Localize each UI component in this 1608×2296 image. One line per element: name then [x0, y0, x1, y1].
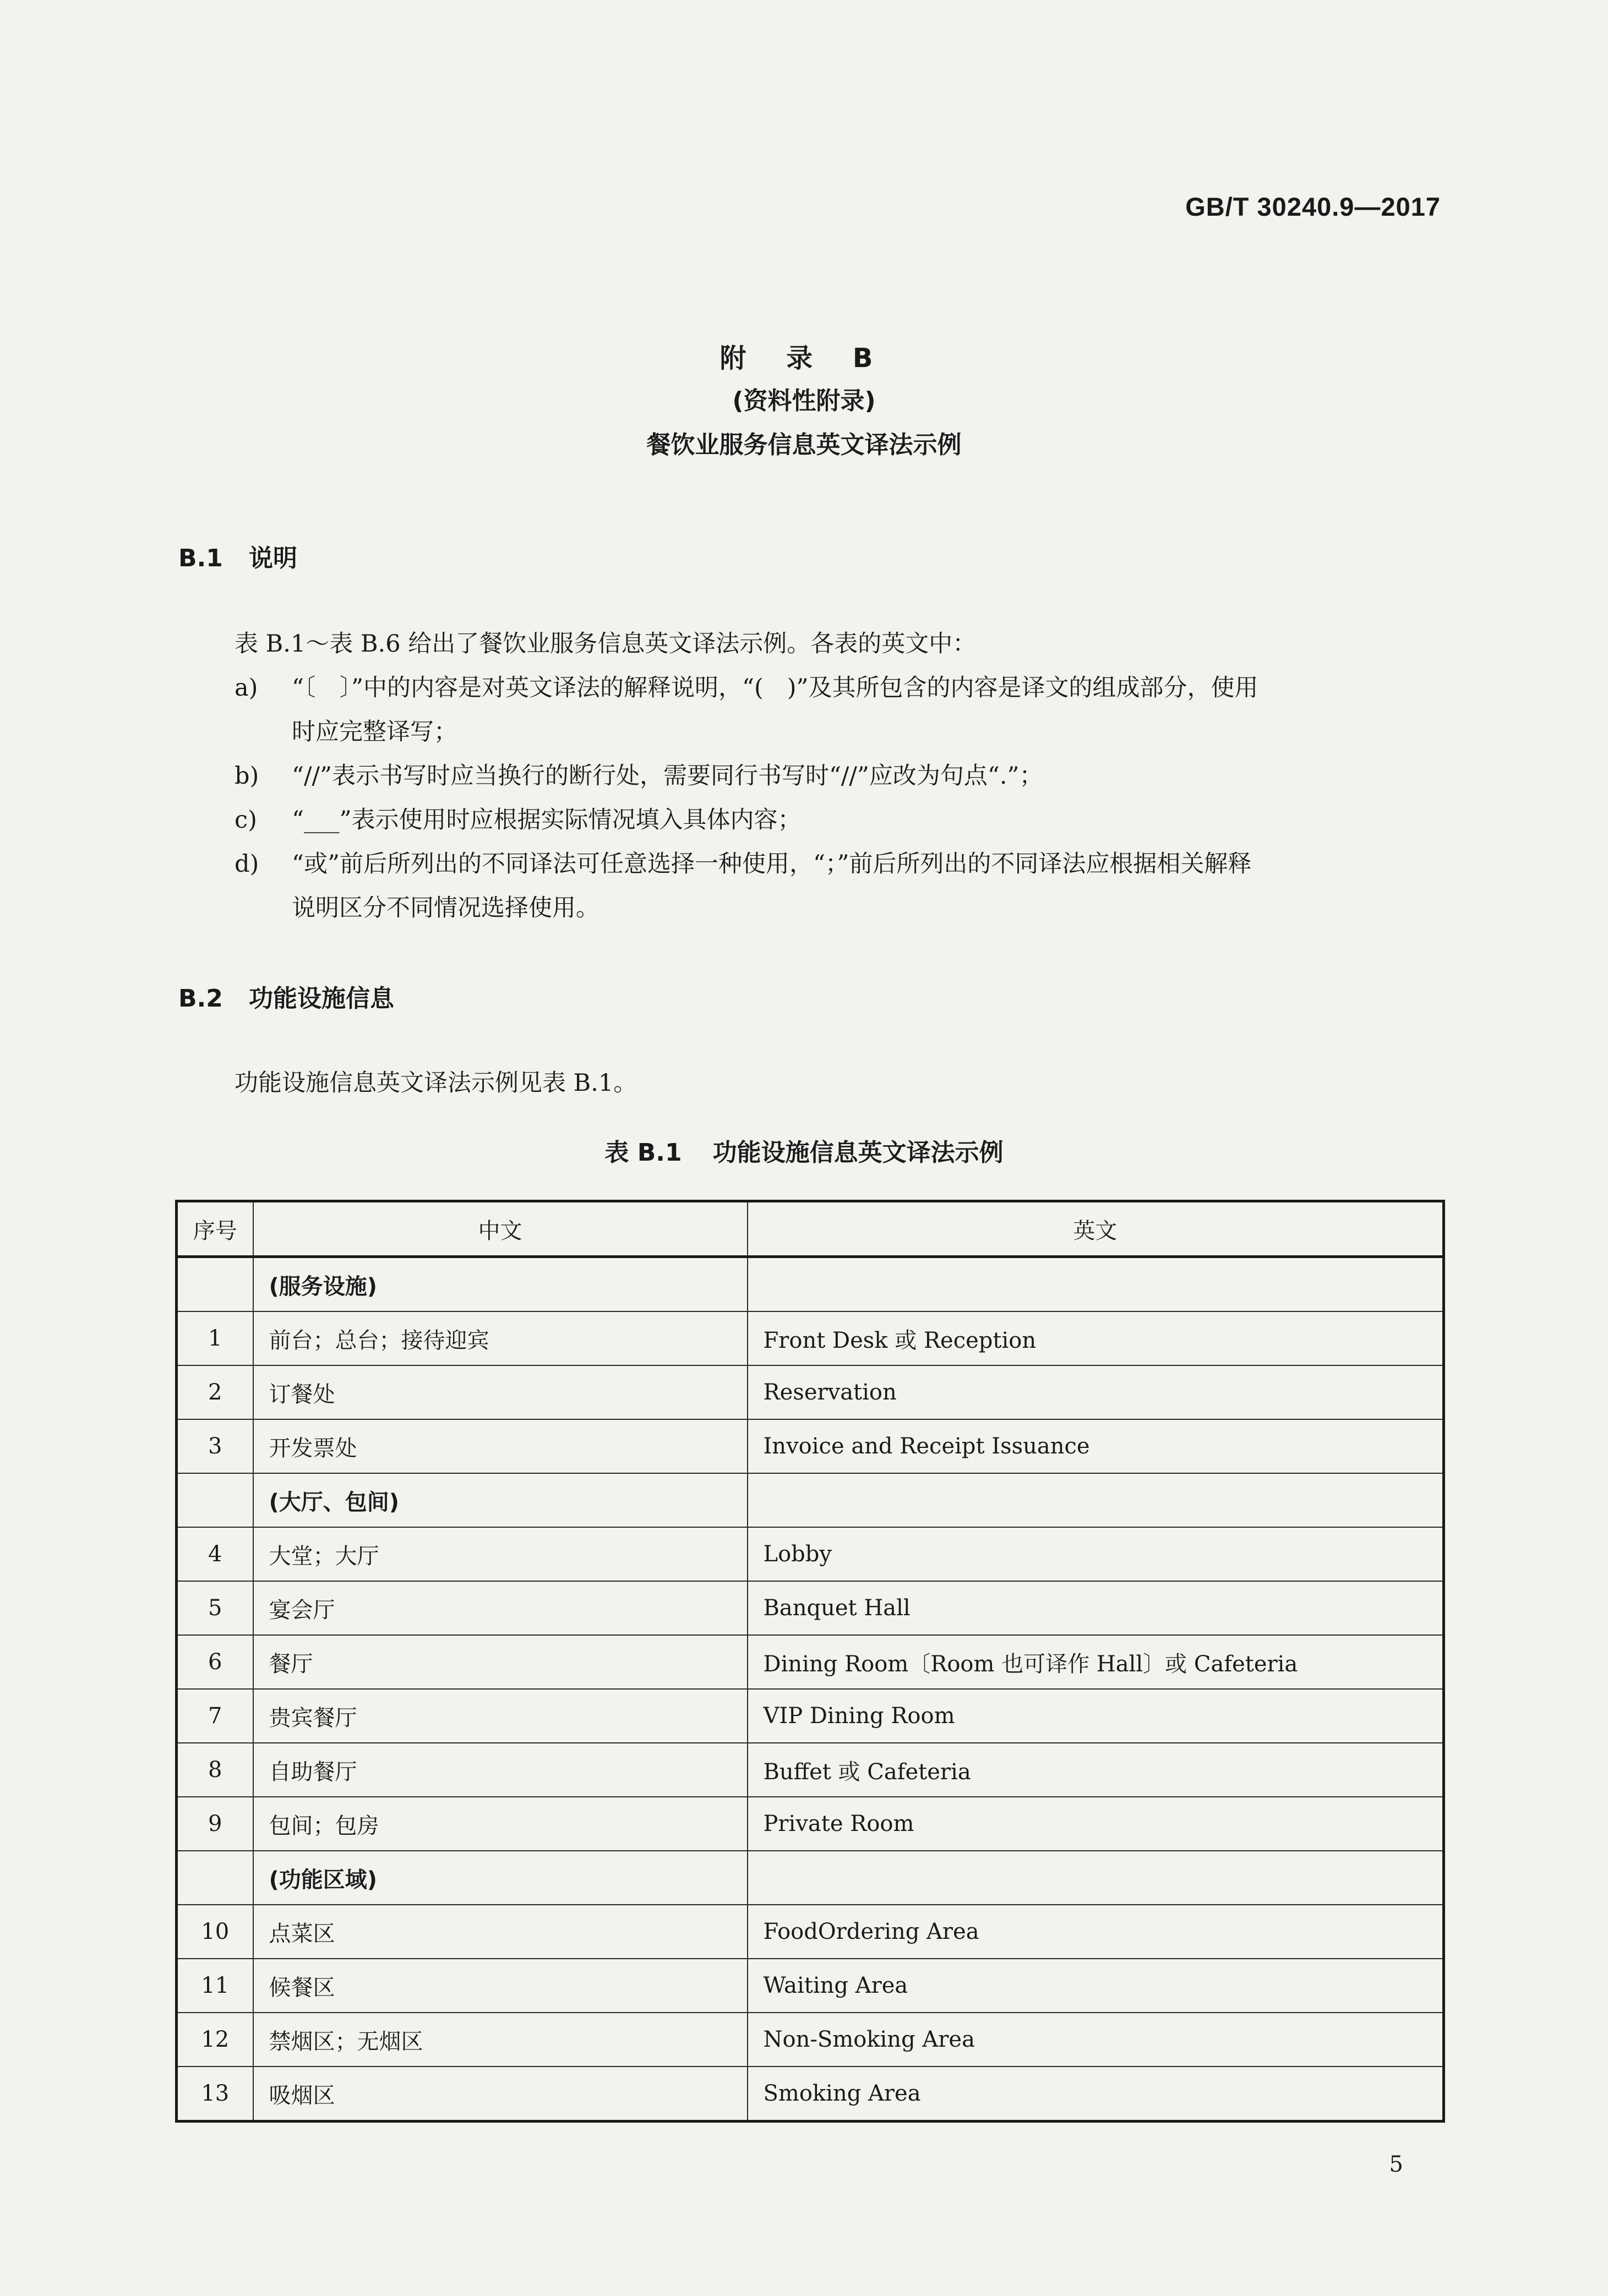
row-number-cell: 5 [177, 1581, 253, 1635]
list-item-d [235, 842, 1251, 886]
chinese-term-cell: 贵宾餐厅 [253, 1689, 748, 1743]
english-term-cell: Waiting Area [748, 1959, 1444, 2013]
chinese-term-cell: 大堂；大厅 [253, 1527, 748, 1581]
list-item-c [235, 798, 801, 842]
row-number-cell: 4 [177, 1527, 253, 1581]
english-term-cell: Front Desk 或 Reception [748, 1311, 1444, 1365]
table-caption-number: 表 B.1 [604, 1139, 682, 1167]
english-term-cell [748, 1473, 1444, 1527]
english-term-cell: Lobby [748, 1527, 1444, 1581]
chinese-term-cell: 宴会厅 [253, 1581, 748, 1635]
table-body [177, 1257, 1444, 2122]
list-item-a-continuation: 时应完整译写； [292, 718, 457, 746]
header-cell-english: 英文 [748, 1201, 1444, 1257]
header-cell-number: 序号 [177, 1201, 253, 1257]
table-group-row [177, 1473, 1444, 1527]
row-number-cell: 1 [177, 1311, 253, 1365]
english-term-cell [748, 1257, 1444, 1312]
section-b1-title: 说明 [249, 544, 297, 572]
row-number-cell: 8 [177, 1743, 253, 1797]
header-cell-chinese: 中文 [253, 1201, 748, 1257]
section-b1-number: B.1 [178, 544, 223, 572]
table-row [177, 1365, 1444, 1419]
chinese-term-cell: 自助餐厅 [253, 1743, 748, 1797]
chinese-term-cell: 开发票处 [253, 1419, 748, 1473]
list-item-label: a) [235, 674, 258, 702]
section-b2-text: 功能设施信息英文译法示例见表 B.1。 [235, 1069, 637, 1097]
section-b1-intro: 表 B.1～表 B.6 给出了餐饮业服务信息英文译法示例。各表的英文中： [235, 630, 977, 658]
list-item-label: b) [235, 762, 259, 790]
row-number-cell [177, 1257, 253, 1312]
table-header-row [177, 1201, 1444, 1257]
list-item-label: d) [235, 850, 259, 878]
table-row [177, 1905, 1444, 1959]
table-row [177, 1689, 1444, 1743]
chinese-term-cell: 点菜区 [253, 1905, 748, 1959]
table-row [177, 1581, 1444, 1635]
table-group-row [177, 1257, 1444, 1312]
list-item-a [235, 666, 1258, 710]
section-b2-heading [178, 978, 394, 1014]
row-number-cell: 10 [177, 1905, 253, 1959]
table-row [177, 1797, 1444, 1851]
english-term-cell: Private Room [748, 1797, 1444, 1851]
english-term-cell: VIP Dining Room [748, 1689, 1444, 1743]
table-row [177, 1419, 1444, 1473]
table-row [177, 1743, 1444, 1797]
chinese-term-cell: 包间；包房 [253, 1797, 748, 1851]
row-number-cell: 7 [177, 1689, 253, 1743]
table-group-row [177, 1851, 1444, 1905]
table-caption [0, 1133, 1608, 1168]
list-item-text: “//”表示书写时应当换行的断行处，需要同行书写时“//”应改为句点“.”； [292, 762, 1043, 790]
row-number-cell: 11 [177, 1959, 253, 2013]
table-caption-title: 功能设施信息英文译法示例 [712, 1139, 1004, 1167]
chinese-term-cell: 吸烟区 [253, 2067, 748, 2122]
appendix-title: 附 录 B [719, 343, 889, 374]
english-term-cell: Non-Smoking Area [748, 2013, 1444, 2067]
table-row [177, 2067, 1444, 2122]
row-number-cell [177, 1473, 253, 1527]
standard-code: GB/T 30240.9—2017 [1185, 192, 1441, 221]
appendix-type: (资料性附录) [732, 387, 876, 415]
chinese-term-cell: 禁烟区；无烟区 [253, 2013, 748, 2067]
list-item-b [235, 754, 1043, 798]
english-term-cell: Buffet 或 Cafeteria [748, 1743, 1444, 1797]
table-row [177, 1959, 1444, 2013]
page-number: 5 [1389, 2152, 1403, 2177]
english-term-cell: FoodOrdering Area [748, 1905, 1444, 1959]
table-row [177, 1635, 1444, 1689]
row-number-cell [177, 1851, 253, 1905]
row-number-cell: 9 [177, 1797, 253, 1851]
list-item-label: c) [235, 806, 257, 834]
english-term-cell: Invoice and Receipt Issuance [748, 1419, 1444, 1473]
list-item-text: “或”前后所列出的不同译法可任意选择一种使用，“；”前后所列出的不同译法应根据相关解释 [292, 850, 1252, 878]
row-number-cell: 12 [177, 2013, 253, 2067]
table-row [177, 2013, 1444, 2067]
translation-table [175, 1200, 1445, 2123]
section-b1-heading [178, 538, 297, 573]
english-term-cell: Dining Room〔Room 也可译作 Hall〕或 Cafeteria [748, 1635, 1444, 1689]
chinese-term-cell: 候餐区 [253, 1959, 748, 2013]
chinese-term-cell: 订餐处 [253, 1365, 748, 1419]
list-item-text: “___”表示使用时应根据实际情况填入具体内容； [292, 806, 802, 834]
english-term-cell: Reservation [748, 1365, 1444, 1419]
row-number-cell: 6 [177, 1635, 253, 1689]
group-heading-cell: (功能区域) [253, 1851, 748, 1905]
table-row [177, 1527, 1444, 1581]
group-heading-cell: (大厅、包间) [253, 1473, 748, 1527]
english-term-cell: Smoking Area [748, 2067, 1444, 2122]
row-number-cell: 13 [177, 2067, 253, 2122]
list-item-text: “〔 〕”中的内容是对英文译法的解释说明，“( )”及其所包含的内容是译文的组成部分，使用 [292, 674, 1258, 702]
chinese-term-cell: 前台；总台；接待迎宾 [253, 1311, 748, 1365]
english-term-cell [748, 1851, 1444, 1905]
list-item-d-continuation: 说明区分不同情况选择使用。 [292, 894, 599, 922]
english-term-cell: Banquet Hall [748, 1581, 1444, 1635]
section-b2-title: 功能设施信息 [249, 985, 394, 1013]
table-row [177, 1311, 1444, 1365]
section-b2-number: B.2 [178, 985, 223, 1013]
row-number-cell: 3 [177, 1419, 253, 1473]
appendix-name: 餐饮业服务信息英文译法示例 [646, 431, 962, 459]
chinese-term-cell: 餐厅 [253, 1635, 748, 1689]
row-number-cell: 2 [177, 1365, 253, 1419]
group-heading-cell: (服务设施) [253, 1257, 748, 1312]
